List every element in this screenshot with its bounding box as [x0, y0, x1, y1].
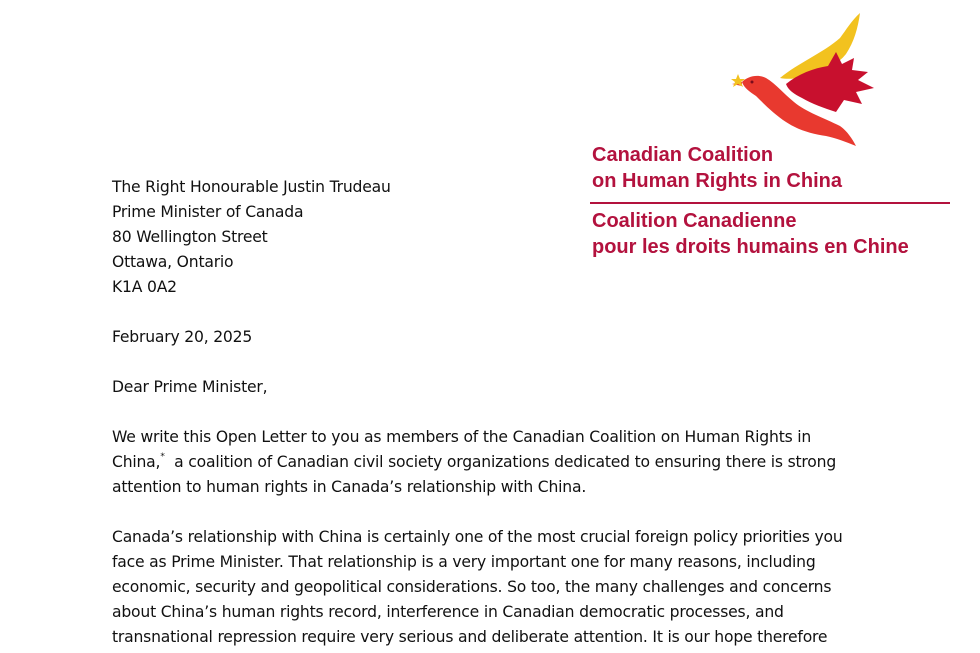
paragraph-2-line-3: economic, security and geopolitical considerations. So too, the many challenges and concerns [112, 578, 832, 596]
paragraph-2-line-1: Canada’s relationship with China is certainly one of the most crucial foreign policy priorities you [112, 528, 843, 546]
logo-name-english-line2: on Human Rights in China [592, 170, 842, 192]
logo-name-french-line2: pour les droits humains en Chine [592, 236, 909, 258]
dove-maple-leaf-logo-icon [728, 8, 888, 150]
paragraph-1-line-2 [112, 450, 912, 475]
footnote-marker[interactable]: * [160, 452, 165, 462]
paragraph-1-line-1: We write this Open Letter to you as members of the Canadian Coalition on Human Rights in [112, 428, 812, 446]
recipient-title: Prime Minister of Canada [112, 203, 304, 221]
paragraph-1-line-3: attention to human rights in Canada’s relationship with China. [112, 478, 587, 496]
recipient-city: Ottawa, Ontario [112, 253, 234, 271]
letter-date: February 20, 2025 [112, 328, 253, 346]
recipient-postal-code: K1A 0A2 [112, 278, 177, 296]
salutation: Dear Prime Minister, [112, 378, 268, 396]
paragraph-1-line-2-rest: a coalition of Canadian civil society organizations dedicated to ensuring there is strong [164, 453, 837, 471]
paragraph-2-line-4: about China’s human rights record, interference in Canadian democratic processes, and [112, 603, 784, 621]
logo-name-english-line1: Canadian Coalition [592, 144, 774, 166]
paragraph-1 [112, 425, 912, 500]
paragraph-2-line-5: transnational repression require very serious and deliberate attention. It is our hope therefore [112, 628, 828, 646]
letter-body [112, 175, 912, 650]
recipient-name: The Right Honourable Justin Trudeau [112, 178, 391, 196]
recipient-street: 80 Wellington Street [112, 228, 268, 246]
paragraph-1-line-2-start: China, [112, 453, 161, 471]
recipient-address [112, 175, 912, 300]
paragraph-2-line-2: face as Prime Minister. That relationship is a very important one for many reasons, including [112, 553, 816, 571]
paragraph-2 [112, 525, 912, 650]
logo-name-french-line1: Coalition Canadienne [592, 210, 797, 232]
